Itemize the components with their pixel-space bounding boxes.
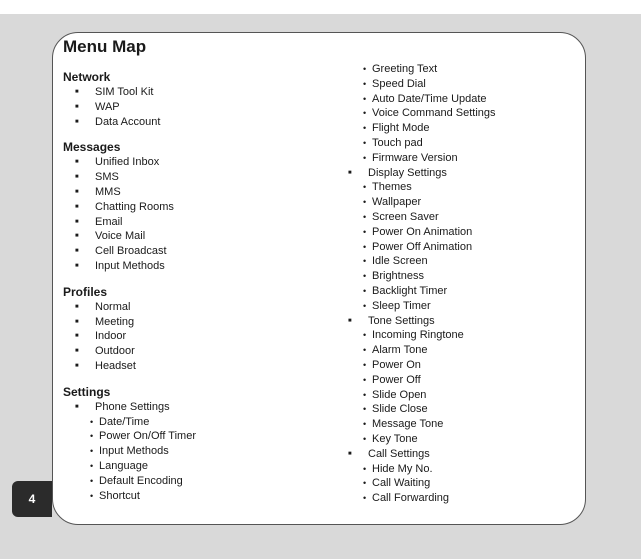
submenu-item: • Brightness <box>348 269 578 284</box>
submenu-item: • Alarm Tone <box>348 343 578 358</box>
menu-item: ■ SIM Tool Kit <box>63 85 323 100</box>
submenu-item: • Auto Date/Time Update <box>348 92 578 107</box>
menu-item: ■ Indoor <box>63 329 323 344</box>
submenu-item: • Shortcut <box>63 489 323 504</box>
submenu-item: • Themes <box>348 180 578 195</box>
submenu-item: • Slide Open <box>348 388 578 403</box>
submenu-item: • Speed Dial <box>348 77 578 92</box>
submenu-item: • Default Encoding <box>63 474 323 489</box>
section-heading: Network <box>63 70 111 84</box>
submenu-item: • Incoming Ringtone <box>348 328 578 343</box>
section-heading: Settings <box>63 384 111 399</box>
menu-item: ■ Input Methods <box>63 259 323 274</box>
submenu-item: • Power Off Animation <box>348 240 578 255</box>
submenu-item: • Message Tone <box>348 417 578 432</box>
submenu-item: • Call Waiting <box>348 476 578 491</box>
menu-column-right <box>348 62 578 506</box>
menu-item: ■ Voice Mail <box>63 229 323 244</box>
top-band <box>0 0 641 14</box>
submenu-item: • Power Off <box>348 373 578 388</box>
section-heading: Profiles <box>63 284 108 299</box>
page-number-tab <box>12 481 52 517</box>
submenu-item: • Power On <box>348 358 578 373</box>
submenu-item: • Voice Command Settings <box>348 106 578 121</box>
menu-item: ■ Phone Settings <box>63 400 323 415</box>
menu-item: ■ Normal <box>63 300 323 315</box>
submenu-item: • Flight Mode <box>348 121 578 136</box>
submenu-item: • Greeting Text <box>348 62 578 77</box>
submenu-item: • Key Tone <box>348 432 578 447</box>
menu-item: ■ Data Account <box>63 115 323 130</box>
submenu-item: • Input Methods <box>63 444 323 459</box>
submenu-item: • Wallpaper <box>348 195 578 210</box>
menu-section <box>63 140 323 273</box>
menu-item: ■ Email <box>63 215 323 230</box>
menu-item: ■ Unified Inbox <box>63 155 323 170</box>
menu-section <box>63 285 323 374</box>
menu-item: ■ MMS <box>63 185 323 200</box>
menu-item: ■ Call Settings <box>348 447 578 462</box>
section-heading: Messages <box>63 140 121 155</box>
submenu-item: • Firmware Version <box>348 151 578 166</box>
menu-item: ■ Meeting <box>63 315 323 330</box>
page-number: 4 <box>28 492 36 506</box>
submenu-item: • Language <box>63 459 323 474</box>
submenu-item: • Screen Saver <box>348 210 578 225</box>
submenu-item: • Hide My No. <box>348 462 578 477</box>
page-title: Menu Map <box>63 37 147 56</box>
submenu-item: • Call Forwarding <box>348 491 578 506</box>
menu-item: ■ Tone Settings <box>348 314 578 329</box>
menu-column-left <box>63 70 323 514</box>
menu-item: ■ WAP <box>63 100 323 115</box>
submenu-item: • Idle Screen <box>348 254 578 269</box>
menu-section <box>63 70 323 129</box>
submenu-item: • Touch pad <box>348 136 578 151</box>
menu-item: ■ Chatting Rooms <box>63 200 323 215</box>
submenu-item: • Sleep Timer <box>348 299 578 314</box>
menu-item: ■ Cell Broadcast <box>63 244 323 259</box>
menu-item: ■ SMS <box>63 170 323 185</box>
menu-section <box>63 385 323 504</box>
submenu-item: • Backlight Timer <box>348 284 578 299</box>
submenu-item: • Slide Close <box>348 402 578 417</box>
submenu-item: • Power On/Off Timer <box>63 429 323 444</box>
submenu-item: • Date/Time <box>63 415 323 430</box>
menu-item: ■ Outdoor <box>63 344 323 359</box>
menu-item: ■ Headset <box>63 359 323 374</box>
submenu-item: • Power On Animation <box>348 225 578 240</box>
menu-item: ■ Display Settings <box>348 166 578 181</box>
